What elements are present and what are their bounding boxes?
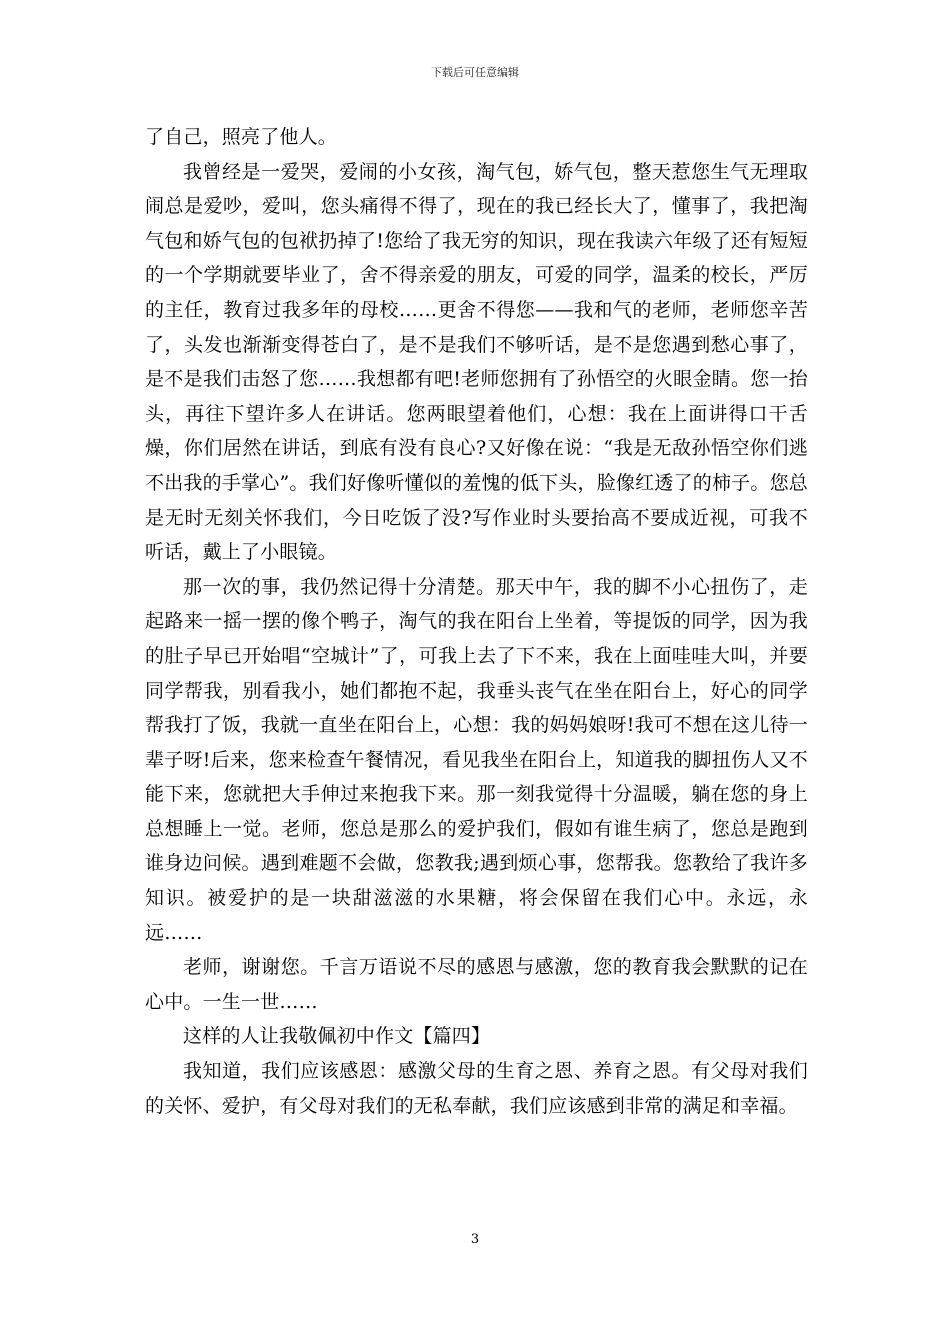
paragraph-gratitude: 我知道，我们应该感恩：感激父母的生育之恩、养育之恩。有父母对我们的关怀、爱护，有父母对我们的无私奉献，我们应该感到非常的满足和幸福。 xyxy=(145,1060,808,1117)
page-number: 3 xyxy=(470,1232,480,1247)
page-header: 下载后可任意编辑 xyxy=(431,66,519,79)
paragraph-thanks: 老师，谢谢您。千言万语说不尽的感恩与感激，您的教育我会默默的记在心中。一生一世…… xyxy=(145,956,808,1013)
paragraph-continuation: 了自己，照亮了他人。 xyxy=(145,126,338,148)
document-body xyxy=(145,120,808,1123)
paragraph-injury-story: 那一次的事，我仍然记得十分清楚。那天中午，我的脚不小心扭伤了，走起路来一摇一摆的像个鸭子，淘气的我在阳台上坐着，等提饭的同学，因为我的肚子早已开始唱“空城计”了，可我上去了下不来，我在上面哇哇大叫，并要同学帮我，别看我小，她们都抱不起，我垂头丧气在坐在阳台上，好心的同学帮我打了饭，我就一直坐在阳台上，心想：我的妈妈娘呀!我可不想在这儿待一辈子呀!后来，您来检查午餐情况，看见我坐在阳台上，知道我的脚扭伤人又不能下来，您就把大手伸过来抱我下来。那一刻我觉得十分温暖，躺在您的身上总想睡上一觉。老师，您总是那么的爱护我们，假如有谁生病了，您总是跑到谁身边问候。遇到难题不会做，您教我;遇到烦心事，您帮我。您教给了我许多知识。被爱护的是一块甜滋滋的水果糖，将会保留在我们心中。永远，永远…… xyxy=(145,575,808,944)
section-title: 这样的人让我敬佩初中作文【篇四】 xyxy=(183,1025,491,1048)
paragraph-childhood: 我曾经是一爱哭，爱闹的小女孩，淘气包，娇气包，整天惹您生气无理取闹总是爱吵，爱叫，您头痛得不得了，现在的我已经长大了，懂事了，我把淘气包和娇气包的包袱扔掉了!您给了我无穷的知识，现在我读六年级了还有短短的一个学期就要毕业了，舍不得亲爱的朋友，可爱的同学，温柔的校长，严厉的主任，教育过我多年的母校……更舍不得您——我和气的老师，老师您辛苦了，头发也渐渐变得苍白了，是不是我们不够听话，是不是您遇到愁心事了，是不是我们击怒了您……我想都有吧!老师您拥有了孙悟空的火眼金睛。您一抬头，再往下望许多人在讲话。您两眼望着他们，心想：我在上面讲得口干舌燥，你们居然在讲话，到底有没有良心?又好像在说：“我是无敌孙悟空你们逃不出我的手掌心”。我们好像听懂似的羞愧的低下头，脸像红透了的柿子。您总是无时无刻关怀我们，今日吃饭了没?写作业时头要抬高不要成近视，可我不听话，戴上了小眼镜。 xyxy=(145,160,808,564)
